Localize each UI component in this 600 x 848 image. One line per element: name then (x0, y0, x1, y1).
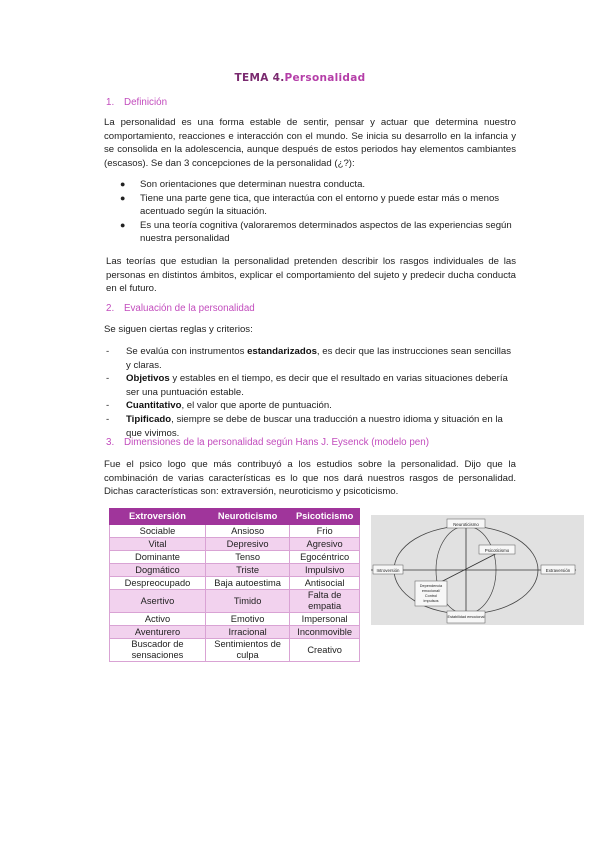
diagram-label-introversion: Introversión (376, 568, 400, 573)
table-row (110, 551, 360, 564)
table-row (110, 626, 360, 639)
diagram-box-line: Dependencia (419, 584, 443, 588)
table-cell: Tenso (205, 551, 289, 564)
section-title: Dimensiones de la personalidad según Hans J. Eysenck (modelo pen) (124, 437, 429, 448)
page-title (0, 72, 600, 86)
column-header: Extroversión (110, 509, 206, 525)
list-item (120, 178, 518, 192)
table-cell: Depresivo (205, 538, 289, 551)
table-row (110, 538, 360, 551)
section-title: Definición (124, 97, 168, 108)
criterion-keyword: Objetivos (126, 373, 170, 385)
title-topic: TEMA 4. (234, 72, 285, 84)
diagram-label-extraversion: Extraversión (545, 568, 571, 573)
column-header: Neuroticismo (205, 509, 289, 525)
list-item: - Cuantitativo, el valor que aporte de puntuación. (106, 400, 332, 412)
dash-marker: - (106, 400, 110, 412)
column-header: Psicoticismo (290, 509, 360, 525)
dimensiones-intro: Fue el psico logo que más contribuyó a los estudios sobre la personalidad. Dijo que la combinación de varias características es lo que nos dará nuestros rasgos de personalidad. Dichas características son: extraversión, neuroticismo y psicoticismo. (104, 459, 516, 498)
table-cell: Sentimientos de culpa (205, 639, 289, 662)
table-cell: Dogmático (110, 564, 206, 577)
criterion-keyword: estandarizados (247, 346, 317, 357)
table-row (110, 525, 360, 538)
table-cell: Aventurero (110, 626, 206, 639)
section-heading-dimensiones (106, 436, 429, 450)
dash-marker: - (106, 413, 110, 425)
criterion-keyword: Cuantitativo (126, 400, 182, 412)
section-number: 1. (106, 97, 115, 108)
definicion-outro: Las teorías que estudian la personalidad pretenden describir los rasgos individuales de las personas en distintos ámbitos, explicar el comportamiento del sujeto y predecir ducha conducta en el futuro. (106, 256, 516, 295)
list-item (120, 192, 518, 219)
table-cell: Falta de empatia (290, 590, 360, 613)
diagram-box-line: emocional/ (421, 589, 441, 593)
section-heading-evaluacion (106, 302, 255, 316)
table-cell: Despreocupado (110, 577, 206, 590)
section-title: Evaluación de la personalidad (124, 303, 255, 314)
section-heading-definicion (106, 96, 167, 110)
dash-marker: - (106, 346, 110, 357)
table-cell: Activo (110, 613, 206, 626)
table-cell: Inconmovible (290, 626, 360, 639)
criterion-keyword: Tipificado (126, 413, 172, 425)
title-subject: Personalidad (284, 72, 366, 84)
bullet-icon: ● (120, 179, 126, 189)
table-cell: Irracional (205, 626, 289, 639)
evaluacion-criteria-list (106, 345, 518, 440)
diagram-box-line: Control (424, 594, 438, 598)
eysenck-dimensions-diagram (371, 515, 584, 625)
table-cell: Timido (205, 590, 289, 613)
table-cell: Asertivo (110, 590, 206, 613)
table-cell: Vital (110, 538, 206, 551)
diagram-label-neuroticismo: Neuroticismo (453, 522, 479, 527)
diagram-label-estabilidad: Estabilidad emocional (447, 615, 485, 619)
table-cell: Egocéntrico (290, 551, 360, 564)
list-item: - Se evalúa con instrumentos estandarizados, es decir que las instrucciones sean sencillas y claras. (106, 346, 512, 371)
table-row (110, 577, 360, 590)
table-cell: Antisocial (290, 577, 360, 590)
dash-marker: - (106, 373, 110, 385)
table-cell: Creativo (290, 639, 360, 662)
section-number: 3. (106, 437, 115, 448)
table-cell: Frio (290, 525, 360, 538)
diagram-box-line: impulsos (423, 599, 439, 603)
table-cell: Impulsivo (290, 564, 360, 577)
bullet-text: Son orientaciones que determinan nuestra conducta. (140, 179, 366, 190)
table-row (110, 639, 360, 662)
diagram-graphic (371, 515, 584, 625)
bullet-text: Es una teoría cognitiva (valoraremos determinados aspectos de las experiencias según nuestra personalidad (140, 219, 512, 245)
table-cell: Buscador de sensaciones (110, 639, 206, 662)
table-cell: Agresivo (290, 538, 360, 551)
bullet-text: Tiene una parte gene tica, que interactúa con el entorno y puede estar más o menos acentuado según la situación. (140, 192, 500, 218)
bullet-icon: ● (120, 192, 126, 203)
evaluacion-intro: Se siguen ciertas reglas y criterios: (104, 324, 253, 335)
table-row (110, 590, 360, 613)
table-cell: Impersonal (290, 613, 360, 626)
diagram-label-psicoticismo: Psicoticismo (484, 548, 510, 553)
table-cell: Ansioso (205, 525, 289, 538)
definicion-intro: La personalidad es una forma estable de sentir, pensar y actuar que determina nuestro comportamiento, reacciones e interacción con el mundo. Se inicia su desarrollo en la infancia y se consolida en la adolescencia, aunque después de estos periodos hay elementos cambiantes (escasos). Se dan 3 concepciones de la personalidad (¿?): (104, 117, 516, 169)
table-cell: Sociable (110, 525, 206, 538)
table-header-row (110, 509, 360, 525)
list-item (120, 219, 518, 246)
table-cell: Dominante (110, 551, 206, 564)
table-row (110, 564, 360, 577)
bullet-icon: ● (120, 219, 126, 230)
list-item: - Tipificado, siempre se debe de buscar una traducción a nuestro idioma y situación en la que vivimos. (106, 413, 503, 439)
list-item: - Objetivos y estables en el tiempo, es decir que el resultado en varias situaciones debería ser una puntuación estable. (106, 373, 508, 398)
personality-dimensions-table (109, 508, 360, 662)
table-cell: Baja autoestima (205, 577, 289, 590)
table-row (110, 613, 360, 626)
table-cell: Triste (205, 564, 289, 577)
definicion-bullet-list (120, 178, 518, 246)
section-number: 2. (106, 303, 115, 314)
table-cell: Emotivo (205, 613, 289, 626)
